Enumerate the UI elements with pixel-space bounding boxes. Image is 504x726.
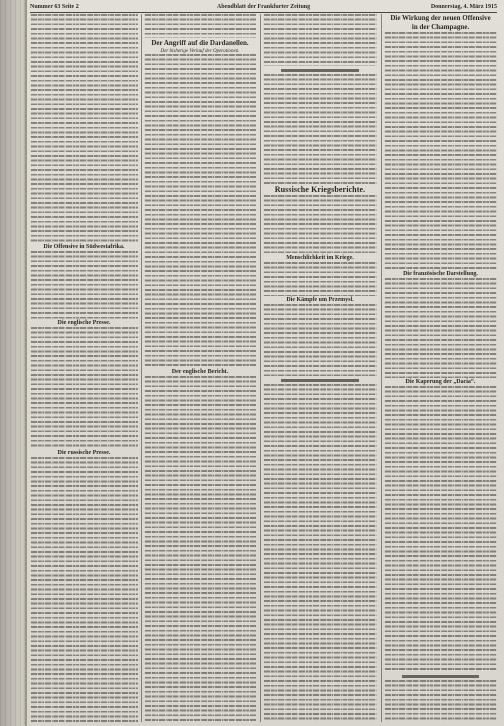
issue-number: Nummer 63 Seite 2 xyxy=(30,4,79,10)
column-4 xyxy=(384,14,497,722)
article-heading: Die Kämpfe um Przemysl. xyxy=(286,297,354,303)
text-block xyxy=(263,304,377,376)
column-rule xyxy=(260,14,261,722)
article-heading: Der englische Bericht. xyxy=(171,369,229,375)
lead-heading xyxy=(384,14,497,32)
text-block xyxy=(263,195,377,254)
text-block xyxy=(384,278,497,378)
article-heading: Die Kaperung der „Dacia“. xyxy=(405,379,476,385)
article-subheading: Der bisherige Verlauf der Operationen. xyxy=(160,48,240,54)
text-block xyxy=(263,14,377,66)
illegible-heading xyxy=(384,672,497,680)
text-block xyxy=(30,14,138,243)
column-rule xyxy=(141,14,142,722)
article-heading: Der Angriff auf die Dardanellen. xyxy=(151,38,249,47)
article-heading: Die französische Darstellung. xyxy=(403,271,478,277)
text-block xyxy=(30,457,138,722)
text-block xyxy=(263,74,377,185)
illegible-heading xyxy=(263,376,377,384)
article-heading: Die Offensive in Südwestafrika. xyxy=(43,244,125,250)
illegible-heading xyxy=(263,66,377,74)
article-heading: Die englische Presse. xyxy=(57,320,111,326)
binding-margin xyxy=(0,0,27,726)
text-block xyxy=(30,251,138,319)
column-2 xyxy=(144,14,256,722)
article-heading: Russische Kriegsberichte. xyxy=(274,185,366,194)
column-1 xyxy=(30,14,138,722)
text-block xyxy=(384,386,497,672)
column-rule xyxy=(381,14,382,722)
text-block xyxy=(384,32,497,270)
text-block xyxy=(144,14,256,38)
text-block xyxy=(384,680,497,722)
text-block xyxy=(263,384,377,722)
masthead xyxy=(30,3,497,12)
issue-date: Donnerstag, 4. März 1915 xyxy=(430,4,497,10)
article-heading: Die russische Presse. xyxy=(57,450,111,456)
newspaper-title: Abendblatt der Frankfurter Zeitung xyxy=(216,4,311,10)
text-block xyxy=(144,54,256,368)
column-3 xyxy=(263,14,377,722)
article-heading: Menschlichkeit im Kriege. xyxy=(286,255,354,261)
lead-heading-line: in der Champagne. xyxy=(411,23,470,31)
text-block xyxy=(144,376,256,722)
masthead-rule xyxy=(30,12,497,13)
text-block xyxy=(30,327,138,449)
text-block xyxy=(263,262,377,296)
lead-heading-line: Die Wirkung der neuen Offensive xyxy=(390,14,491,22)
